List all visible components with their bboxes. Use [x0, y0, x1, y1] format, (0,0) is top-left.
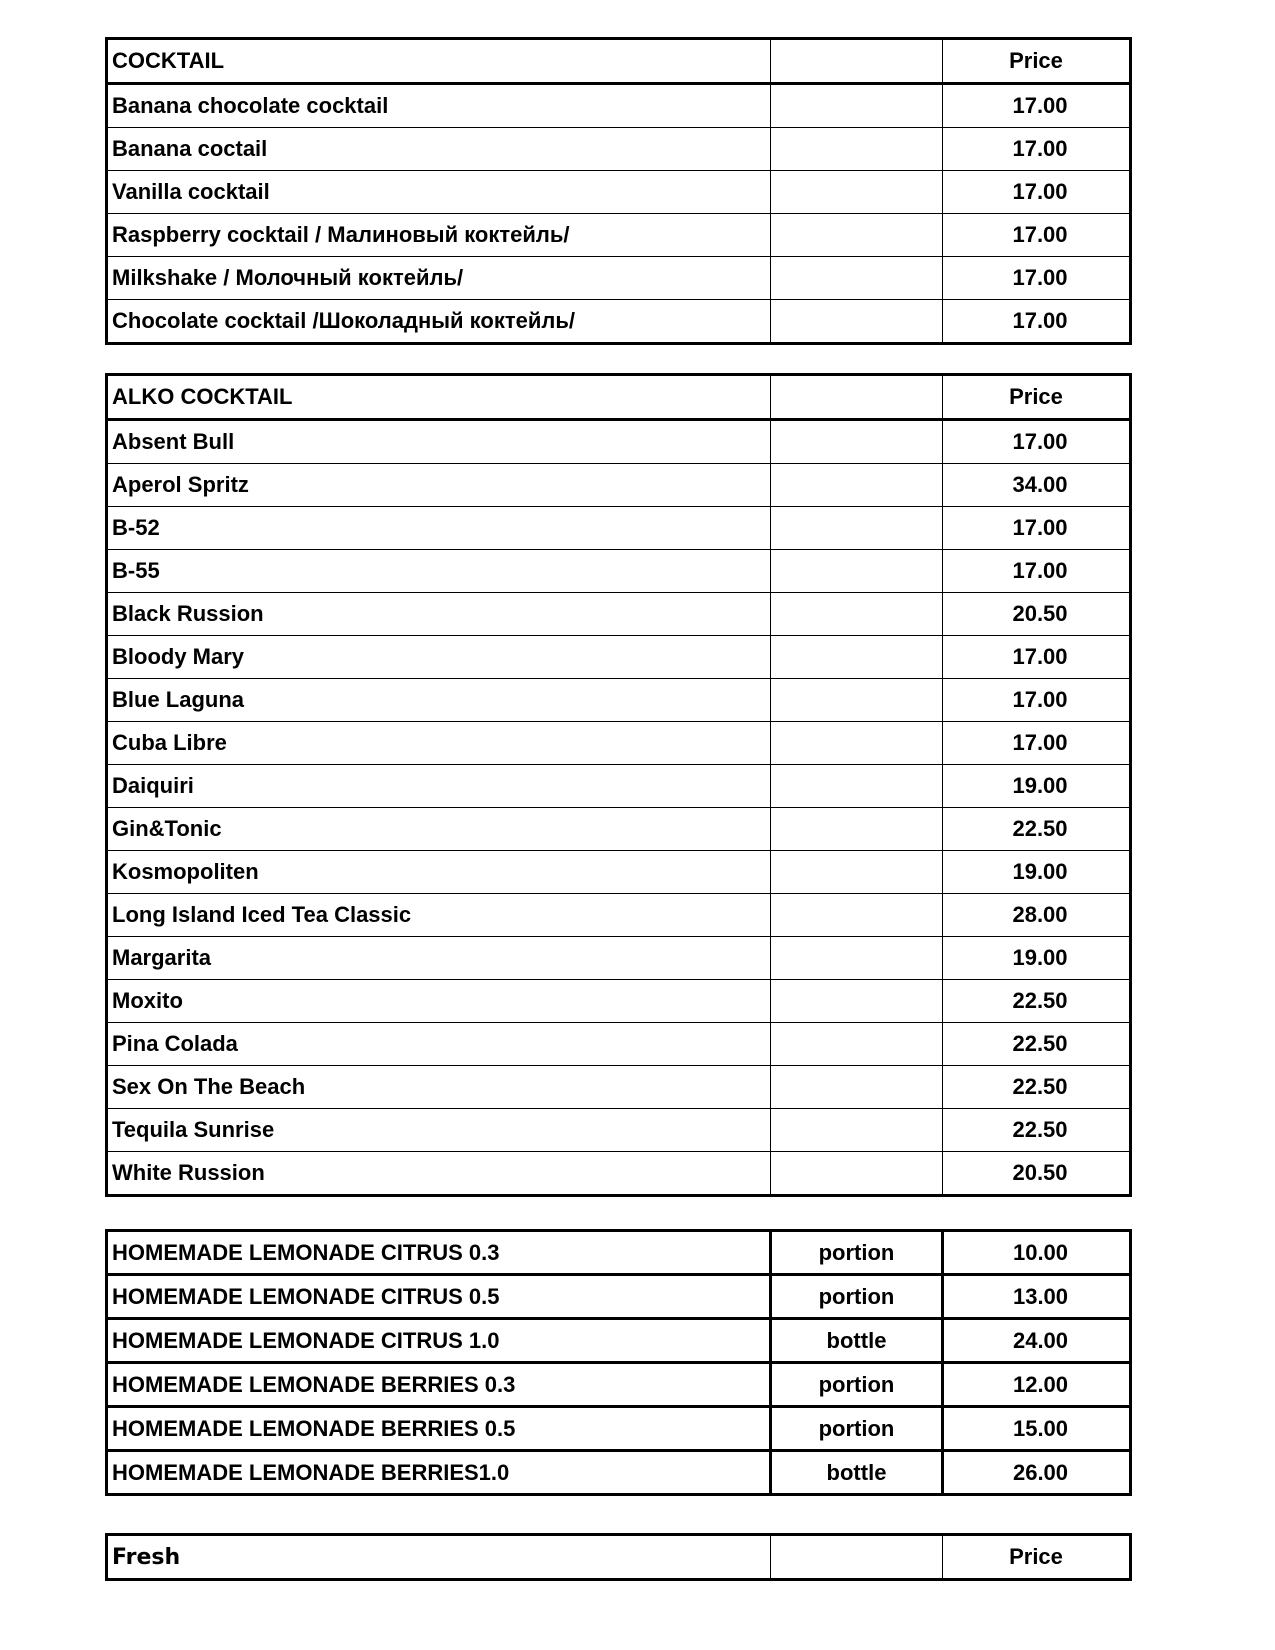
- empty-cell: [771, 1109, 943, 1152]
- empty-cell: [771, 1023, 943, 1066]
- item-name: Kosmopoliten: [107, 851, 771, 894]
- table-row: [107, 171, 1131, 214]
- empty-cell: [771, 214, 943, 257]
- table-header-row: [107, 1535, 1131, 1580]
- table-header-row: [107, 375, 1131, 420]
- item-price: 13.00: [943, 1275, 1131, 1319]
- empty-cell: [771, 1535, 943, 1580]
- item-unit: portion: [771, 1407, 943, 1451]
- table-row: [107, 1023, 1131, 1066]
- cocktail-table: [105, 37, 1132, 345]
- price-header: Price: [943, 39, 1131, 84]
- table-row: [107, 128, 1131, 171]
- item-price: 17.00: [943, 550, 1131, 593]
- lemonade-table: [105, 1229, 1132, 1496]
- item-name: Banana chocolate cocktail: [107, 84, 771, 128]
- table-row: [107, 84, 1131, 128]
- item-price: 17.00: [943, 507, 1131, 550]
- table-row: [107, 257, 1131, 300]
- item-name: HOMEMADE LEMONADE BERRIES 0.3: [107, 1363, 771, 1407]
- item-name: Blue Laguna: [107, 679, 771, 722]
- item-unit: portion: [771, 1231, 943, 1275]
- item-name: White Russion: [107, 1152, 771, 1196]
- item-price: 17.00: [943, 214, 1131, 257]
- section-title: Fresh: [107, 1535, 771, 1580]
- empty-cell: [771, 593, 943, 636]
- empty-cell: [771, 808, 943, 851]
- table-row: [107, 1152, 1131, 1196]
- table-row: [107, 300, 1131, 344]
- item-name: Chocolate cocktail /Шоколадный коктейль/: [107, 300, 771, 344]
- table-row: [107, 1109, 1131, 1152]
- item-price: 20.50: [943, 593, 1131, 636]
- item-price: 22.50: [943, 980, 1131, 1023]
- item-unit: bottle: [771, 1319, 943, 1363]
- item-price: 17.00: [943, 722, 1131, 765]
- item-price: 12.00: [943, 1363, 1131, 1407]
- empty-cell: [771, 550, 943, 593]
- table-row: [107, 808, 1131, 851]
- empty-cell: [771, 300, 943, 344]
- table-row: [107, 1231, 1131, 1275]
- section-title: COCKTAIL: [107, 39, 771, 84]
- empty-cell: [771, 851, 943, 894]
- table-row: [107, 679, 1131, 722]
- item-price: 17.00: [943, 636, 1131, 679]
- item-name: Raspberry cocktail / Малиновый коктейль/: [107, 214, 771, 257]
- cocktail-rows: [107, 84, 1131, 344]
- table-row: [107, 722, 1131, 765]
- table-row: [107, 851, 1131, 894]
- empty-cell: [771, 894, 943, 937]
- price-header: Price: [943, 375, 1131, 420]
- item-name: Black Russion: [107, 593, 771, 636]
- item-name: HOMEMADE LEMONADE CITRUS 1.0: [107, 1319, 771, 1363]
- table-row: [107, 1066, 1131, 1109]
- item-price: 17.00: [943, 300, 1131, 344]
- item-name: Milkshake / Молочный коктейль/: [107, 257, 771, 300]
- empty-cell: [771, 464, 943, 507]
- table-row: [107, 1363, 1131, 1407]
- item-name: Sex On The Beach: [107, 1066, 771, 1109]
- item-name: Bloody Mary: [107, 636, 771, 679]
- item-name: Vanilla cocktail: [107, 171, 771, 214]
- table-row: [107, 420, 1131, 464]
- table-row: [107, 980, 1131, 1023]
- item-name: Pina Colada: [107, 1023, 771, 1066]
- empty-cell: [771, 937, 943, 980]
- empty-cell: [771, 171, 943, 214]
- empty-cell: [771, 679, 943, 722]
- table-row: [107, 1319, 1131, 1363]
- item-name: HOMEMADE LEMONADE BERRIES 0.5: [107, 1407, 771, 1451]
- item-price: 22.50: [943, 1023, 1131, 1066]
- item-name: HOMEMADE LEMONADE CITRUS 0.5: [107, 1275, 771, 1319]
- item-price: 22.50: [943, 1066, 1131, 1109]
- item-price: 19.00: [943, 937, 1131, 980]
- table-row: [107, 507, 1131, 550]
- price-header: Price: [943, 1535, 1131, 1580]
- empty-cell: [771, 420, 943, 464]
- empty-cell: [771, 1152, 943, 1196]
- item-name: B-52: [107, 507, 771, 550]
- section-title: ALKO COCKTAIL: [107, 375, 771, 420]
- fresh-table: [105, 1533, 1132, 1581]
- table-row: [107, 1275, 1131, 1319]
- empty-cell: [771, 128, 943, 171]
- item-name: B-55: [107, 550, 771, 593]
- item-name: Absent Bull: [107, 420, 771, 464]
- item-unit: portion: [771, 1275, 943, 1319]
- empty-cell: [771, 722, 943, 765]
- table-header-row: [107, 39, 1131, 84]
- item-price: 34.00: [943, 464, 1131, 507]
- table-row: [107, 894, 1131, 937]
- item-name: Banana coctail: [107, 128, 771, 171]
- empty-cell: [771, 84, 943, 128]
- item-price: 15.00: [943, 1407, 1131, 1451]
- alko-rows: [107, 420, 1131, 1196]
- empty-cell: [771, 257, 943, 300]
- alko-cocktail-table: [105, 373, 1132, 1197]
- item-price: 19.00: [943, 851, 1131, 894]
- empty-cell: [771, 375, 943, 420]
- table-row: [107, 1407, 1131, 1451]
- item-name: Gin&Tonic: [107, 808, 771, 851]
- item-name: Margarita: [107, 937, 771, 980]
- item-name: Long Island Iced Tea Classic: [107, 894, 771, 937]
- item-name: Cuba Libre: [107, 722, 771, 765]
- lemonade-rows: [107, 1231, 1131, 1495]
- item-price: 28.00: [943, 894, 1131, 937]
- table-row: [107, 1451, 1131, 1495]
- item-unit: bottle: [771, 1451, 943, 1495]
- table-row: [107, 636, 1131, 679]
- item-name: Tequila Sunrise: [107, 1109, 771, 1152]
- item-price: 17.00: [943, 420, 1131, 464]
- item-price: 20.50: [943, 1152, 1131, 1196]
- table-row: [107, 593, 1131, 636]
- item-price: 24.00: [943, 1319, 1131, 1363]
- table-row: [107, 464, 1131, 507]
- table-row: [107, 937, 1131, 980]
- item-price: 17.00: [943, 171, 1131, 214]
- item-name: Moxito: [107, 980, 771, 1023]
- table-row: [107, 214, 1131, 257]
- item-price: 17.00: [943, 128, 1131, 171]
- item-price: 17.00: [943, 679, 1131, 722]
- empty-cell: [771, 765, 943, 808]
- item-price: 26.00: [943, 1451, 1131, 1495]
- table-row: [107, 550, 1131, 593]
- item-name: HOMEMADE LEMONADE BERRIES1.0: [107, 1451, 771, 1495]
- empty-cell: [771, 1066, 943, 1109]
- table-row: [107, 765, 1131, 808]
- item-price: 10.00: [943, 1231, 1131, 1275]
- item-unit: portion: [771, 1363, 943, 1407]
- item-price: 17.00: [943, 257, 1131, 300]
- empty-cell: [771, 980, 943, 1023]
- item-price: 17.00: [943, 84, 1131, 128]
- item-name: Aperol Spritz: [107, 464, 771, 507]
- item-price: 19.00: [943, 765, 1131, 808]
- item-name: Daiquiri: [107, 765, 771, 808]
- empty-cell: [771, 39, 943, 84]
- item-name: HOMEMADE LEMONADE CITRUS 0.3: [107, 1231, 771, 1275]
- item-price: 22.50: [943, 1109, 1131, 1152]
- item-price: 22.50: [943, 808, 1131, 851]
- empty-cell: [771, 636, 943, 679]
- empty-cell: [771, 507, 943, 550]
